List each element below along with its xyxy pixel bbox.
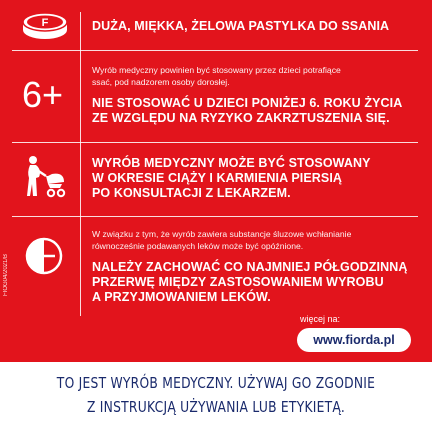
section-2-warning-line-2: ZE WZGLĘDU NA RYZYKO ZAKRZTUSZENIA SIĘ. [92,111,390,125]
section-2-note-line-2: ssać, pod nadzorem osoby dorosłej. [92,77,230,87]
footer-notice [39,362,393,432]
footer-line-2: Z INSTRUKCJĄ UŻYWANIA LUB ETYKIETĄ. [86,398,346,416]
footer-line-1: TO JEST WYRÓB MEDYCZNY. UŻYWAJ GO ZGODNIE [56,374,376,392]
section-2-text [92,64,418,126]
divider-3 [12,216,418,217]
age-6-plus-icon: 6+ [22,74,64,115]
section-4-warning-line-2: PRZERWĘ MIĘDZY ZASTOSOWANIEM WYROBU [92,275,384,289]
vertical-divider [80,12,81,316]
section-4-warning-line-1: NALEŻY ZACHOWAĆ CO NAJMNIEJ PÓŁGODZINNĄ [92,260,408,274]
section-3-text [92,156,418,201]
divider-2 [12,142,418,143]
divider-1 [12,50,418,51]
section-3-line-3: PO KONSULTACJI Z LEKARZEM. [92,186,291,200]
more-info-label: więcej na: [300,314,341,324]
pregnant-woman-stroller-icon [24,154,68,200]
clock-half-hour-icon [24,236,64,276]
section-4-text [92,228,418,305]
section-4-note-line-2: równocześnie podawanych leków może być opóźnione. [92,241,304,251]
logo-letter: F [41,17,49,29]
section-3-line-1: WYRÓB MEDYCZNY MOŻE BYĆ STOSOWANY [92,156,371,170]
section-3-line-2: W OKRESIE CIĄŻY I KARMIENIA PIERSIĄ [92,171,343,185]
website-link[interactable]: www.fiorda.pl [297,328,411,352]
section-2-warning-line-1: NIE STOSOWAĆ U DZIECI PONIŻEJ 6. ROKU ŻYCIA [92,96,403,110]
section-4-warning-line-3: A PRZYJMOWANIEM LEKÓW. [92,290,271,304]
section-1-text: DUŻA, MIĘKKA, ŻELOWA PASTYLKA DO SSANIA [92,19,390,33]
product-code: FIOG04/2021/B [3,253,9,296]
pastille-logo-icon [20,8,70,42]
section-4-note-line-1: W związku z tym, że wyrób zawiera substancje śluzowe wchłanianie [92,229,352,239]
section-2-note-line-1: Wyrób medyczny powinien być stosowany przez dzieci potrafiące [92,65,341,75]
